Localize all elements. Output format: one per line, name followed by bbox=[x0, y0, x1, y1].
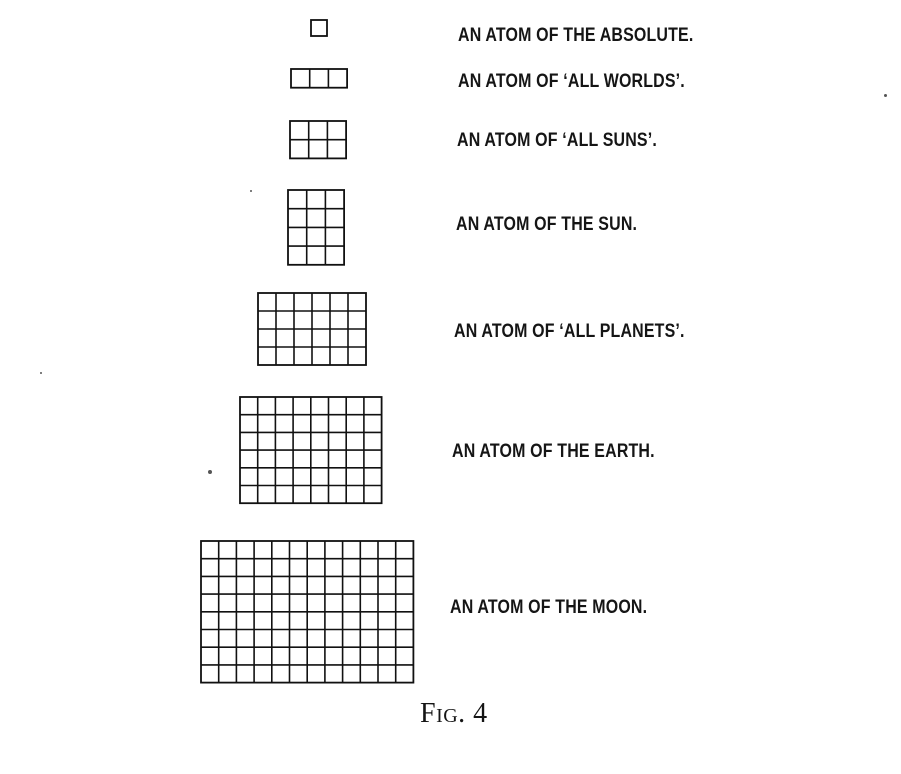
atom-grid-all-planets bbox=[258, 293, 366, 365]
print-speck bbox=[250, 190, 252, 192]
atom-grid-moon bbox=[201, 541, 413, 683]
atom-label-moon: AN ATOM OF THE MOON. bbox=[450, 597, 648, 618]
atom-label-all-planets: AN ATOM OF ‘ALL PLANETS’. bbox=[454, 321, 685, 342]
print-speck bbox=[884, 94, 887, 97]
grid-frame bbox=[311, 20, 327, 36]
atom-grid-all-suns bbox=[290, 121, 346, 158]
atom-grid-absolute bbox=[311, 20, 327, 36]
atom-label-all-suns: AN ATOM OF ‘ALL SUNS’. bbox=[457, 130, 657, 151]
atom-label-sun: AN ATOM OF THE SUN. bbox=[456, 214, 638, 235]
atom-grid-earth bbox=[240, 397, 382, 503]
atom-label-absolute: AN ATOM OF THE ABSOLUTE. bbox=[458, 25, 694, 46]
atom-label-all-worlds: AN ATOM OF ‘ALL WORLDS’. bbox=[458, 71, 685, 92]
print-speck bbox=[40, 372, 42, 374]
atom-grid-all-worlds bbox=[291, 69, 347, 88]
print-speck bbox=[208, 470, 212, 474]
atom-grid-sun bbox=[288, 190, 344, 265]
grid-frame bbox=[291, 69, 347, 88]
figure-caption: Fig. 4 bbox=[420, 698, 488, 729]
atom-label-earth: AN ATOM OF THE EARTH. bbox=[452, 441, 655, 462]
